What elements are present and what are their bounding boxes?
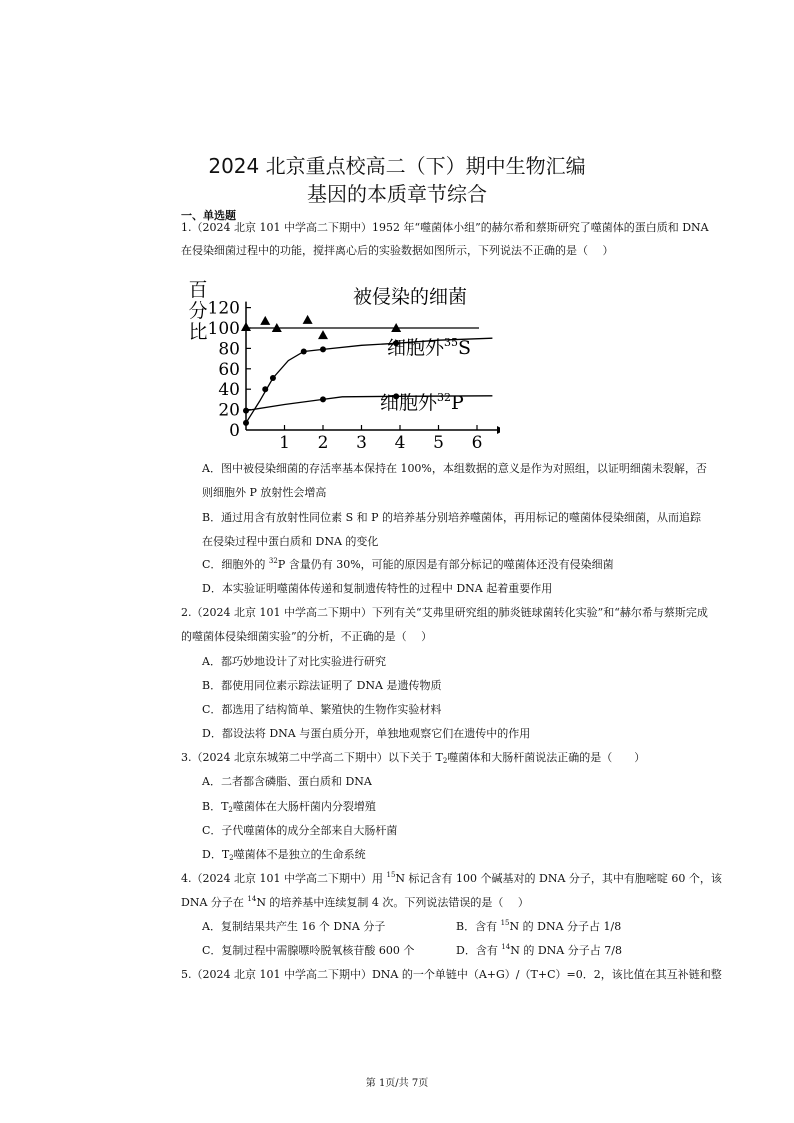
circle-marker xyxy=(301,348,307,354)
q1-stem-line2: 在侵染细菌过程中的功能，搅拌离心后的实验数据如图所示，下列说法不正确的是（ ） xyxy=(181,244,614,257)
q3-option-b: B．T2噬菌体在大肠杆菌内分裂增殖 xyxy=(202,800,376,814)
q3-option-a: A．二者都含磷脂、蛋白质和 DNA xyxy=(202,775,372,788)
triangle-marker xyxy=(260,316,270,325)
y-tick-label: 60 xyxy=(218,359,240,380)
q4-option-d: D．含有 $^{14}$N 的 DNA 分子占 7/8 xyxy=(456,943,622,957)
y-tick-label: 80 xyxy=(218,339,240,360)
y-tick-label: 40 xyxy=(218,380,240,401)
q1-option-d: D．本实验证明噬菌体传递和复制遗传特性的过程中 DNA 起着重要作用 xyxy=(202,582,553,595)
q1-stem-line1: 1.（2024 北京 101 中学高二下期中）1952 年“噬菌体小组”的赫尔希和蔡斯研究了噬菌体的蛋白质和 DNA xyxy=(181,221,709,234)
q3-option-d: D．T2噬菌体不是独立的生命系统 xyxy=(202,848,366,862)
chart-marks xyxy=(241,286,492,426)
q1-option-a-line1: A．图中被侵染细菌的存活率基本保持在 100%，本组数据的意义是作为对照组，以证明细菌未裂解，否 xyxy=(202,462,707,475)
circle-marker xyxy=(243,408,249,414)
circle-marker xyxy=(270,375,276,381)
q3-stem: 3.（2024 北京东城第二中学高二下期中）以下关于 T2噬菌体和大肠杆菌说法正确的是（ ） xyxy=(181,751,646,765)
q3-option-c: C．子代噬菌体的成分全部来自大肠杆菌 xyxy=(202,824,398,837)
series-label-32p: 细胞外$^{32}$P xyxy=(380,391,464,414)
q4-option-c: C．复制过程中需腺嘌呤脱氧核苷酸 600 个 xyxy=(202,944,415,957)
x-tick-label: 6 xyxy=(471,433,483,450)
q2-option-d: D．都设法将 DNA 与蛋白质分开，单独地观察它们在遗传中的作用 xyxy=(202,727,531,740)
circle-marker xyxy=(320,396,326,402)
series-label-infected: 被侵染的细菌 xyxy=(353,286,468,308)
x-tick-label: 1 xyxy=(279,433,290,450)
q4-option-b: B．含有 $^{15}$N 的 DNA 分子占 1/8 xyxy=(456,919,622,933)
q2-option-c: C．都选用了结构简单、繁殖快的生物作实验材料 xyxy=(202,703,442,716)
circle-marker xyxy=(262,386,268,392)
y-axis-label: 百 xyxy=(188,279,208,301)
x-tick-label: 5 xyxy=(433,433,444,450)
q2-stem-line1: 2.（2024 北京 101 中学高二下期中）下列有关“艾弗里研究组的肺炎链球菌转化实验”和“赫尔希与蔡斯完成 xyxy=(181,606,708,619)
x-axis-arrow xyxy=(497,426,500,434)
y-tick-label: 0 xyxy=(229,421,240,441)
y-tick-label: 120 xyxy=(207,298,240,319)
circle-marker xyxy=(320,346,326,352)
triangle-marker xyxy=(318,330,328,339)
page-subtitle: 基因的本质章节综合 xyxy=(307,182,487,206)
q4-option-a: A．复制结果共产生 16 个 DNA 分子 xyxy=(202,920,386,933)
q2-stem-line2: 的噬菌体侵染细菌实验”的分析，不正确的是（ ） xyxy=(181,630,433,643)
x-tick-label: 3 xyxy=(356,433,367,450)
q1-option-b-line1: B．通过用含有放射性同位素 S 和 P 的培养基分别培养噬菌体，再用标记的噬菌体侵染细菌，从而追踪 xyxy=(202,511,702,524)
q5-stem-line1: 5.（2024 北京 101 中学高二下期中）DNA 的一个单链中（A+G）/（T+C）=0．2，该比值在其互补链和整 xyxy=(181,968,722,981)
q4-stem-line1: 4.（2024 北京 101 中学高二下期中）用 $^{15}$N 标记含有 100 个碱基对的 DNA 分子，其中有胞嘧啶 60 个，该 xyxy=(181,871,722,885)
q2-option-b: B．都使用同位素示踪法证明了 DNA 是遗传物质 xyxy=(202,679,442,692)
series-label-35s: 细胞外$^{35}$S xyxy=(387,336,472,359)
circle-marker xyxy=(243,420,249,426)
y-axis-label: 比 xyxy=(188,321,208,343)
triangle-marker xyxy=(303,315,313,324)
q4-stem-line2: DNA 分子在 $^{14}$N 的培养基中连续复制 4 次。下列说法错误的是（ ） xyxy=(181,895,529,909)
x-tick-label: 2 xyxy=(317,433,329,450)
triangle-marker xyxy=(241,322,251,331)
q2-option-a: A．都巧妙地设计了对比实验进行研究 xyxy=(202,655,386,668)
page-footer: 第 1页/共 7页 xyxy=(365,1078,429,1089)
page-title: 2024 北京重点校高二（下）期中生物汇编 xyxy=(208,154,586,178)
section-heading: 一、单选题 xyxy=(181,209,236,222)
y-axis-label: 分 xyxy=(188,300,208,322)
y-tick-label: 100 xyxy=(207,319,240,339)
q1-option-a-line2: 则细胞外 P 放射性会增高 xyxy=(202,486,327,499)
y-tick-label: 20 xyxy=(218,400,240,421)
experiment-chart xyxy=(180,270,500,450)
x-tick-label: 4 xyxy=(394,433,406,450)
q1-option-b-line2: 在侵染过程中蛋白质和 DNA 的变化 xyxy=(202,535,379,548)
q1-option-c: C．细胞外的 $^{32}$P 含量仍有 30%，可能的原因是有部分标记的噬菌体还没有侵染细菌 xyxy=(202,557,614,571)
